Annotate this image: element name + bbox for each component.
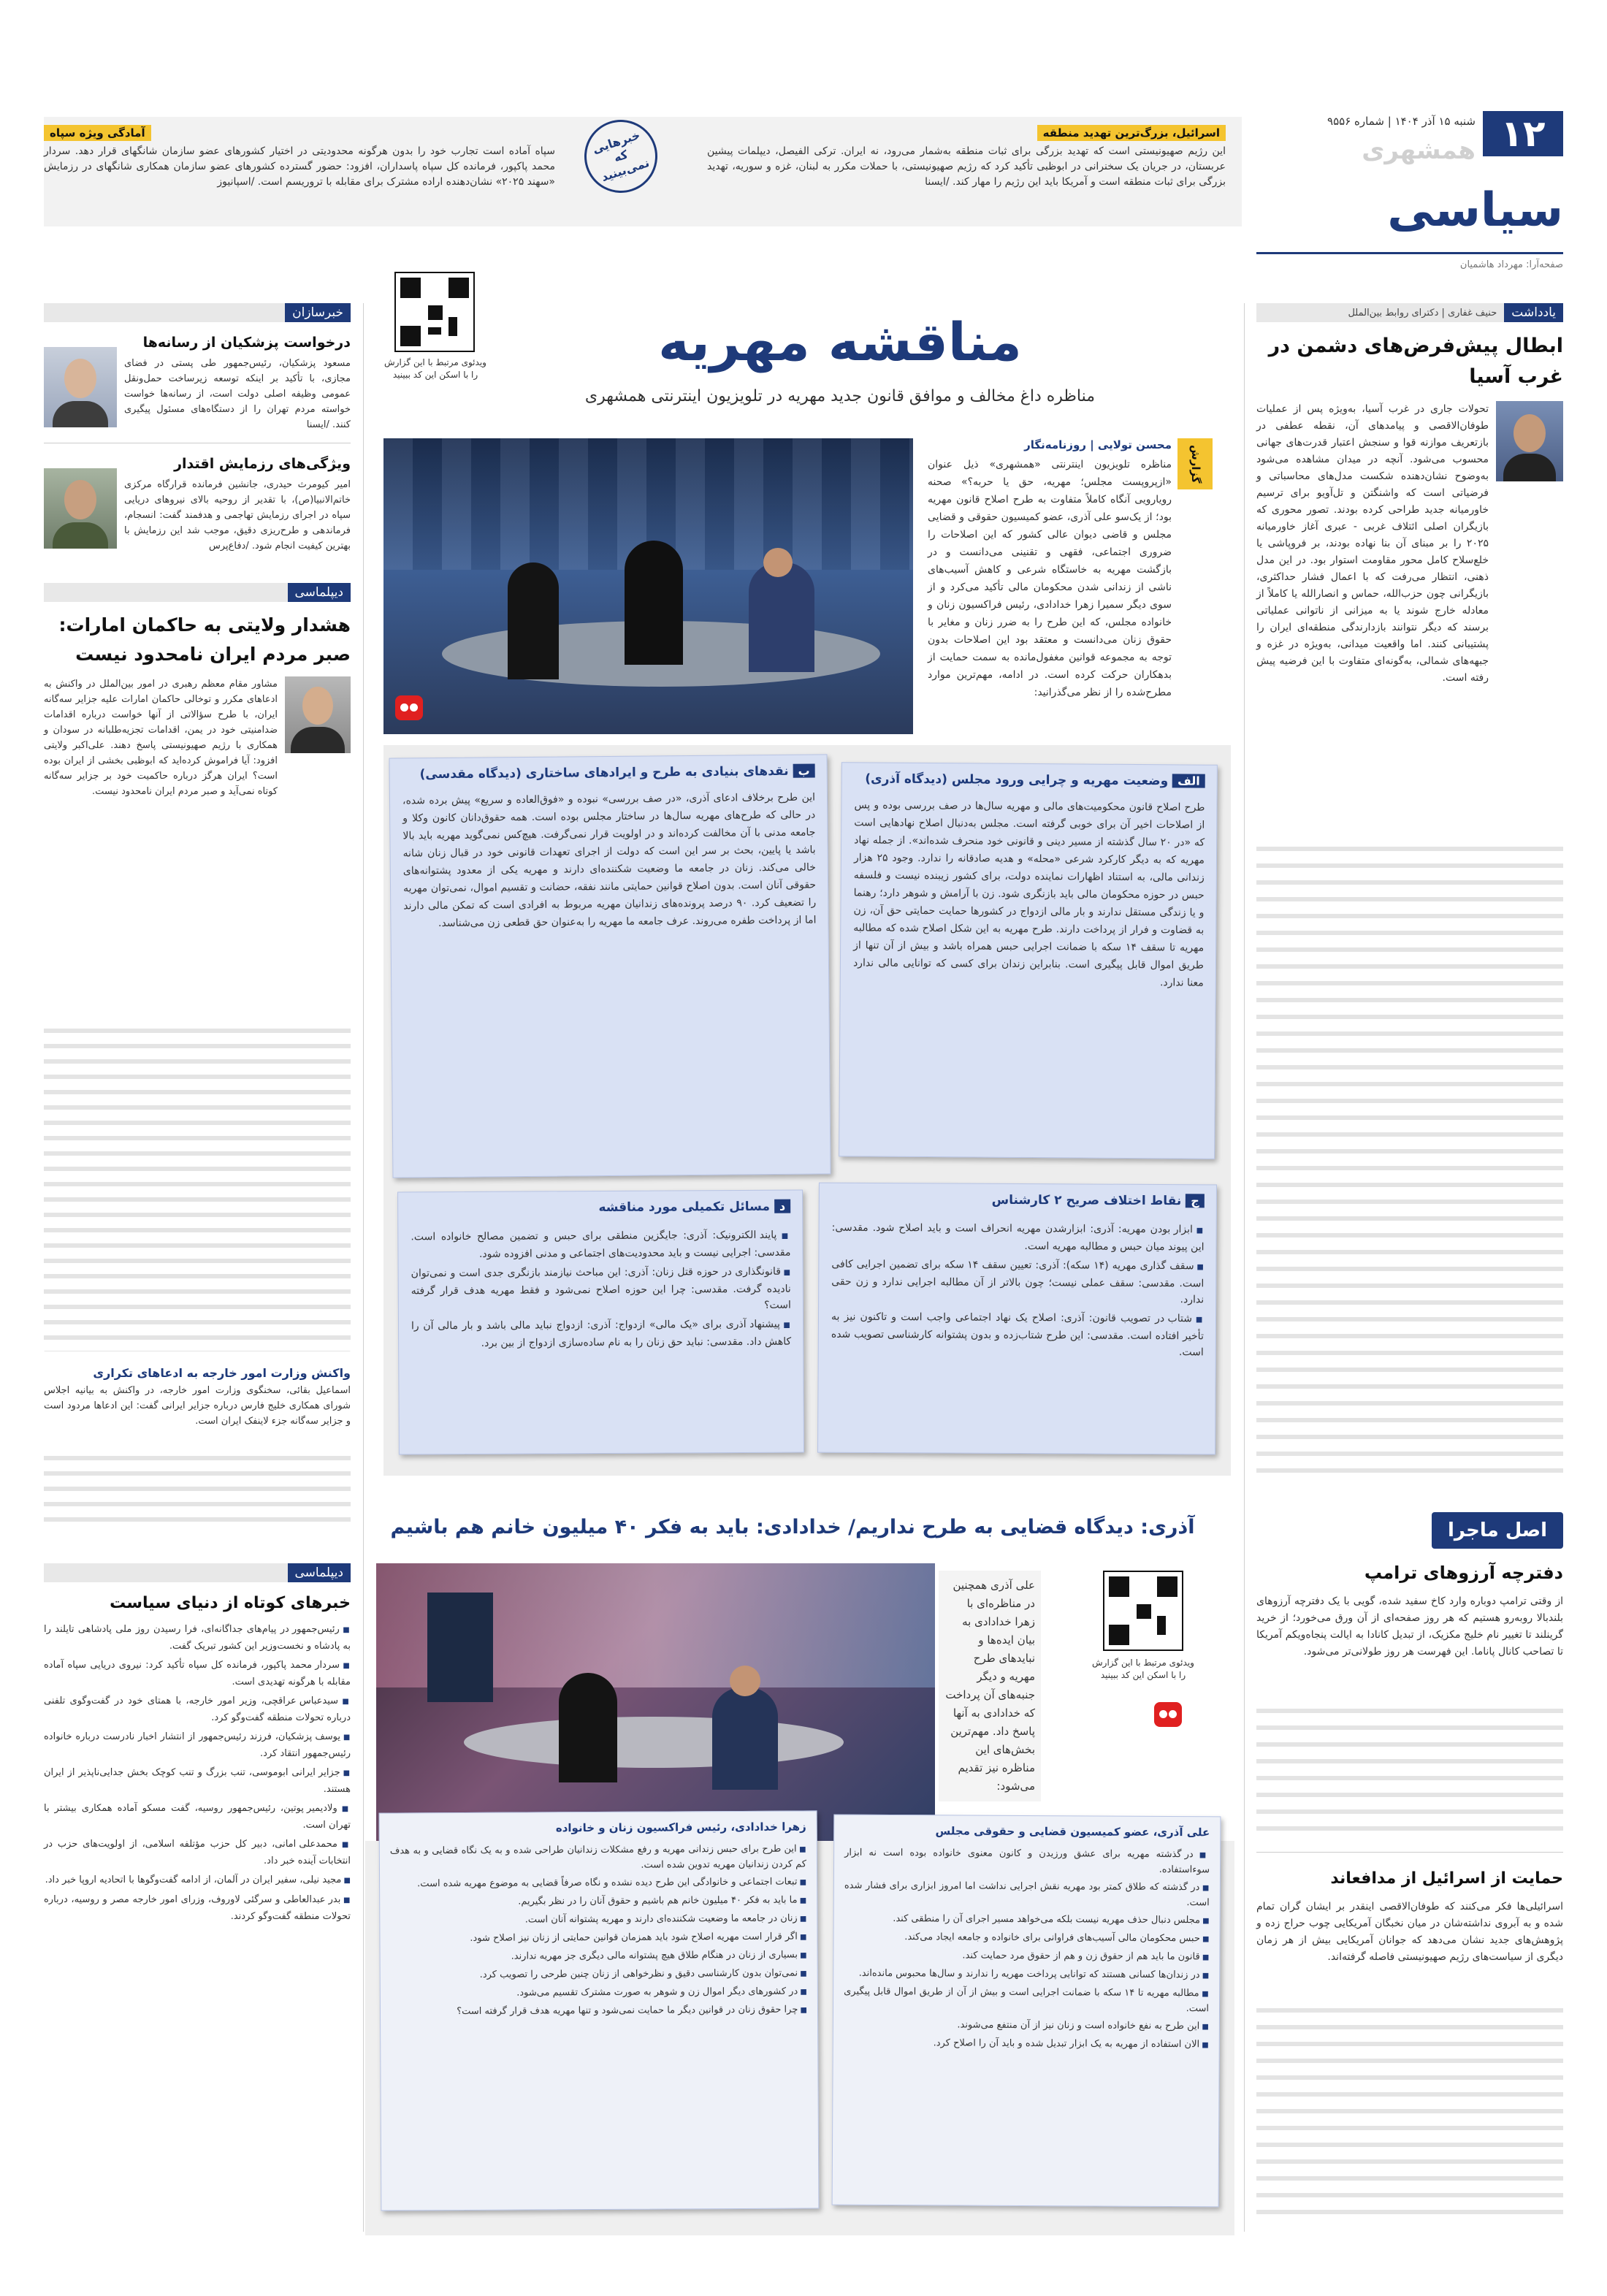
foreign-ministry-title: واکنش وزارت امور خارجه به ادعاهای تکراری (93, 1366, 351, 1380)
israel-defense-text: اسرائیلی‌ها فکر می‌کنند که طوفان‌الاقصی اینقدر بر ایشان گران تمام شده و به آبروی نداشته‌شان در میان نخبگان آمریکایی چوب حراج زده و پژوهش‌های جدید نشان می‌دهد که جوانان آمریکایی بیش از هر زمان دیگری از سیاست‌های رژیم صهیونیستی فاصله گرفته‌اند. (1256, 1901, 1563, 1963)
qr-code-2[interactable] (1103, 1571, 1183, 1651)
foreign-ministry-item (44, 1366, 351, 1429)
second-headline: آذری: دیدگاه قضایی به طرح نداریم/ خدادادی: باید به فکر ۴۰ میلیون خانم هم باشیم (390, 1516, 1195, 1538)
report-text: مناظره تلویزیون اینترنتی «همشهری» ذیل عنوان «ازپروپست مجلس؛ مهریه، حق یا حربه؟» صحنه رویارویی آنگاه کاملاً متفاوت به طرح اصلاح قانون مهریه بود؛ از یک‌سو علی آذری، عضو کمیسیون حقوقی و قضایی مجلس و قاضی دیوان عالی کشور که این اصلاحات را ضروری اجتماعی، فقهی و تقنینی می‌دانست و در بازگشت مهریه به خاستگاه شرعی و کاهش آسیب‌های ناشی از زندانی شدن محکومان مالی تأکید می‌کرد و از سوی دیگر سمیرا زهرا خدادادی، رئیس فراکسیون زنان و خانواده مجلس، که این طرح را به ضرر زنان و مغایر با حقوق زنان می‌دانست و معتقد بود این اصلاحات بدون توجه به مجموعه قوانین مغفول‌مانده به سمت حمایت از بدهکاران حرکت کرده است. در ادامه، مهم‌ترین موارد مطرح‌شده را از نظر می‌گذرانید: (928, 459, 1172, 698)
qr-code[interactable] (394, 272, 475, 352)
foreign-ministry-continuation (44, 1450, 351, 1530)
azari-item: ■ در زندان‌ها کسانی هستند که توانایی پرداخت مهریه را ندارند و سال‌ها محبوس مانده‌اند. (844, 1967, 1209, 1984)
note-label: یادداشت (1504, 303, 1563, 322)
azari-item: ■ در گذشته مهریه برای عشق ورزیدن و کانون معنوی خانواده بوده است نه ابزار سوءاستفاده. (844, 1846, 1210, 1878)
azari-item: ■ قانون ما باید هم از حقوق زن و هم از حقوق مرد حمایت کند. (844, 1948, 1209, 1966)
news-item-pezeshkian (44, 332, 351, 432)
note-c-item: ■ ابزار بودن مهریه: آذری: ابزارشدن مهریه انحراف است و باید اصلاح شود. مقدسی: این پیوند میان حبس و مطالبه مهریه است. (831, 1220, 1204, 1256)
note-column (1256, 303, 1563, 687)
tv-logo (395, 695, 423, 720)
studio-photo (383, 438, 913, 734)
note-d-item: ■ پیشنهاد آذری برای «یک مالی» ازدواج: آذری: ازدواج نباید مالی باشد و بار مالی آن را کاهش داد. مقدسی: نباید حق زنان را به نام ساده‌سازی ازدواج از بین برد. (411, 1316, 791, 1352)
azari-title: علی آذری، عضو کمیسیون قضایی و حقوقی مجلس (935, 1824, 1210, 1839)
note-a-text: طرح اصلاح قانون محکومیت‌های مالی و مهریه سال‌ها در صف بررسی بوده و پس از اصلاحات اخیر آن برای خوبی گرفته است. مجلس به‌دنبال اصلاح نهادهایی است که «در ۲۰ سال گذشته از مسیر دینی و قانونی خود منحرف شده‌اند». از جمله نهاد مهریه که به دیگر کارکرد شرعی «محله» و هدیه صادقانه را ندارد. وجود ۲۵ هزار زندانی مالی، به استناد اظهارات نماینده دولت، برای کشور زیبنده نیست و فلسفه حبس در حوزه محکومان مالی باید بازنگری شود. زن با آرامش و شوهر دارد؛ رهنما و یا زندگی مستقل ندارند و بار مالی ازدواج در کشورها حمایت حمایتی حق آن، زن به قضاوت و فرار از پرداخت دارند. طرح مهریه به این شکل اصلاح شده که مطالبه مهریه تا سقف ۱۴ سکه با ضمانت اجرایی حبس همراه باشد و بیش از آن تنها از طریق اموال قابل پیگیری است. بنابراین زندان برای کسی که توانایی مالی ندارد معنا ندارد. (852, 799, 1205, 989)
news-item-title: درخواست پزشکیان از رسانه‌ها (142, 335, 351, 351)
israel-defense-piece (1256, 1866, 1563, 1966)
news-item-drill (44, 454, 351, 554)
trump-headline: دفترچه آرزوهای ترامپ (1364, 1563, 1563, 1583)
velayati-text: مشاور مقام معظم رهبری در امور بین‌الملل در واکنش به ادعاهای مکرر و توخالی حاکمان امارات علیه جزایر سه‌گانه ایران، با طرح سؤالاتی از آنها خواست درباره اقدامات ضدامنیتی خود در یمن، اقدامات تجزیه‌طلبانه در سودان و همکاری با رژیم صهیونیستی پاسخ دهند. علی‌اکبر ولایتی افزود: آیا فراموش کرده‌اید که ابوظبی بخشی از ایران بوده است؟ ایران هرگز درباره حاکمیت خود بر جزایر سه‌گانه کوتاه نمی‌آید و صبر مردم ایران نامحدود نیست. (44, 679, 278, 797)
khodadadi-list (390, 1842, 807, 2024)
short-news-item: ■ بدر عبدالعاطی و سرگئی لاوروف، وزرای امور خارجه مصر و روسیه، درباره تحولات منطقه گفت‌وگو کردند. (44, 1892, 351, 1925)
note-b (389, 754, 831, 1178)
author-photo (1496, 401, 1563, 481)
note-author: حنیف غفاری | دکترای روابط بین‌الملل (1348, 307, 1497, 319)
left-label-2: دیپلماسی (288, 583, 351, 602)
khodadadi-title: زهرا خدادادی، رئیس فراکسیون زنان و خانواده (555, 1820, 806, 1835)
khodadadi-item: ■ این طرح برای حبس زندانی مهریه و رفع مشکلات زندانیان طراحی شده و به یک نگاه قضایی و به هدف کم کردن زندانیان مهریه تدوین شده است. (390, 1842, 806, 1874)
note-c-item: ■ شتاب در تصویب قانون: آذری: اصلاح یک نهاد اجتماعی واجب است و تاکنون نیز به تأخیر افتاده است. مقدسی: این طرح شتاب‌زده و بدون پشتوانه کارشناسی تصویب شده است. (831, 1309, 1204, 1361)
note-text-continuation (1256, 840, 1563, 1483)
khodadadi-item: ■ ما باید به فکر ۴۰ میلیون خانم هم باشیم و حقوق آنان را در نظر بگیریم. (390, 1893, 806, 1911)
foreign-ministry-text: اسماعیل بقائی، سخنگوی وزارت امور خارجه، در واکنش به بیانیه اجلاس شورای همکاری خلیج فارس درباره جزایر ایرانی گفت: این ادعاها مردود است و جزایر سه‌گانه جزء لاینفک ایران است. (44, 1385, 351, 1427)
short-news-item: ■ یوسف پزشکیان، فرزند رئیس‌جمهور از انتشار اخبار نادرست درباره خانواده رئیس‌جمهور انتقاد کرد. (44, 1729, 351, 1762)
azari-item: ■ این طرح به نفع خانواده است و زنان نیز از آن منتفع می‌شوند. (844, 2018, 1209, 2035)
azari-item: ■ الان استفاده از مهریه به یک ابزار تبدیل شده و باید آن را اصلاح کرد. (844, 2036, 1209, 2053)
trump-rule (1256, 1852, 1563, 1853)
left-label-1: خبرسازان (285, 303, 351, 322)
short-news-item: ■ محمدعلی امانی، دبیر کل حزب مؤتلفه اسلامی، از اولویت‌های حزب در انتخابات آینده خبر داد. (44, 1837, 351, 1869)
main-subheadline: مناظره داغ مخالف و موافق قانون جدید مهریه در تلویزیون اینترنتی همشهری (584, 387, 1096, 405)
tv-logo-2 (1154, 1702, 1182, 1727)
israel-defense-headline: حمایت از اسرائیل از مدافعاند (1330, 1869, 1563, 1888)
note-c-list (831, 1220, 1205, 1364)
short-news-item: ■ ولادیمیر پوتین، رئیس‌جمهور روسیه، گفت مسکو آماده همکاری بیشتر با تهران است. (44, 1801, 351, 1834)
report-label: گزارش (1177, 438, 1213, 489)
azari-list (844, 1846, 1210, 2056)
sepah-brief (44, 126, 555, 190)
note-d-list (411, 1227, 791, 1355)
khodadadi-item: ■ بسیاری از زنان در هنگام طلاق هیچ پشتوانه مالی دیگری جز مهریه ندارند. (391, 1948, 807, 1966)
paper-name: همشهری (1362, 136, 1476, 165)
note-c (817, 1183, 1217, 1455)
azari-item: ■ در گذشته که طلاق کمتر بود مهریه نقش اجرایی نداشت اما امروز ابزاری برای فشار شده است. (844, 1879, 1210, 1911)
sepah-text: سپاه آماده است تجارب خود را بدون هرگونه محدودیتی در اختیار کشورهای عضو سازمان شانگهای قرار دهد. سردار محمد پاکپور، فرمانده کل سپاه پاسداران، افزود: حضور گسترده کشورهای عضو سازمان همکاری شانگهای در رزمایش «سهند ۲۰۲۵» نشان‌دهنده اراده مشترک برای مقابله با تروریسم است. /اسپانیوز (44, 145, 555, 188)
israel-brief (707, 126, 1226, 190)
column-rule-left (363, 303, 364, 2232)
khodadadi-item: ■ زنان در جامعه ما وضعیت شکننده‌ای دارند و مهریه پشتوانه آنان است. (390, 1912, 806, 1929)
news-item-text: امیر کیومرث حیدری، جانشین فرمانده قرارگاه مرکزی خاتم‌الانبیا(ص)، با تقدیر از روحیه بالای نیروهای دریایی سپاه در اجرای رزمایش تهاجمی و هدفمند گفت: انسجام، فرماندهی و طرح‌ریزی دقیق، موجب شد این رزمایش با بهترین کیفیت انجام شود. /دفاع‌پرس (124, 479, 351, 552)
short-news-title: خبرهای کوتاه از دنیای سیاست (110, 1594, 351, 1612)
khodadadi-item: ■ نمی‌توان بدون کارشناسی دقیق و نظرخواهی از زنان چنین طرحی را تصویب کرد. (391, 1967, 807, 1984)
news-item-text: مسعود پزشکیان، رئیس‌جمهور طی پستی در فضای مجازی، با تأکید بر اینکه توسعه زیرساخت حمل‌ونقل عمومی وظیفه اصلی دولت است، از رسانه‌ها خواست خواسته مردم تهران را از دستگاه‌های مسئول پیگیری کنند. /ایسنا (124, 358, 351, 430)
short-news-list (44, 1622, 351, 1925)
qr2-caption: ویدئوی مرتبط با این گزارش را با اسکن این کد ببینید (1092, 1658, 1194, 1680)
issue-date: شنبه ۱۵ آذر ۱۴۰۴ | شماره ۹۵۵۶ (1327, 115, 1476, 128)
khodadadi-column (379, 1810, 820, 2211)
left-label-3: دیپلماسی (288, 1563, 351, 1582)
editor-credit: صفحه‌آرا: مهرداد هاشمیان (1459, 259, 1563, 270)
asl-majara-logo: اصل ماجرا (1432, 1512, 1563, 1549)
column-rule-right (1244, 303, 1245, 2232)
note-d-item: ■ قانونگذاری در حوزه قتل زنان: آذری: این مباحث نیازمند بازنگری جدی است و نمی‌توان نادیده گرفت. مقدسی: چرا این حوزه اصلاح نمی‌شود و فقط مهریه هدف قرار گرفته است؟ (411, 1264, 791, 1316)
note-a (839, 762, 1218, 1159)
israel-text: این رژیم صهیونیستی است که تهدید بزرگی برای ثبات منطقه به‌شمار می‌رود، نه ایران. ترکی الفیصل، دیپلمات پیشین عربستان، در جریان یک سخنرانی در ابوظبی تأکید کرد که رژیم صهیونیستی، با حملات مکرر به لبنان، غزه و سوریه، تهدید بزرگی برای ثبات منطقه است و آمریکا باید این رژیم را مهار کند. /ایسنا (707, 145, 1226, 188)
note-b-text: این طرح برخلاف ادعای آذری، «در صف بررسی» نبوده و «فوق‌العاده و سریع» پیش برده شده، در حالی که طرح‌های مهریه سال‌ها در ساختار مجلس بوده است. همه حقوق‌دانان کانون وکلا و جامعه مدنی با آن مخالفت کرده‌اند و در اولویت قرار نمی‌گرفت. هیچ‌کس نمی‌گوید مهریه باید بالا باشد یا پایین، بحث بر سر این است که دولت از اجرای تعهدات قانونی خود در قبال زنان شانه خالی می‌کند. زنان در جامعه ما وضعیت شکننده‌ای دارند و مهریه یکی از معدود پشتوانه‌های حقوقی آنان است. بدون اصلاح قوانین حمایتی مانند نفقه، حضانت و تقسیم اموال، نمی‌توان مهریه را تضعیف کرد. ۹۰ درصد پرونده‌های زندانیان مهریه مربوط به افرادی است که تمکن مالی دارند اما از پرداخت طفره می‌روند. عرف جامعه ما مهریه را به‌عنوان حق قطعی زن می‌شناسد. (402, 791, 817, 930)
trump-piece (1256, 1560, 1563, 1660)
qr-caption: ویدئوی مرتبط با این گزارش را با اسکن این کد ببینید (384, 357, 486, 380)
short-news-item: ■ سیدعباس عراقچی، وزیر امور خارجه، با همتای خود در گفت‌وگوی تلفنی درباره تحولات منطقه گفت‌وگو کرد. (44, 1693, 351, 1726)
note-d-title: دمسائل تکمیلی مورد مناقشه (598, 1200, 790, 1215)
note-d (397, 1190, 804, 1455)
azari-item: ■ مجلس دنبال حذف مهریه نیست بلکه می‌خواهد مسیر اجرای آن را منطقی کند. (844, 1912, 1210, 1929)
khodadadi-item: ■ اگر قرار است مهریه اصلاح شود باید همزمان قوانین حمایتی از زنان نیز اصلاح شود. (390, 1930, 806, 1948)
velayati-headline: هشدار ولایتی به حاکمان امارات: صبر مردم ایران نامحدود نیست (58, 614, 351, 665)
note-headline: ابطال پیش‌فرض‌های دشمن در غرب آسیا (1268, 335, 1563, 388)
trump-text-continuation (1256, 1702, 1563, 1841)
person-photo-2 (44, 468, 117, 549)
left-column (44, 303, 351, 799)
short-news-item: ■ مجید نیلی، سفیر ایران در آلمان، از ادامه گفت‌وگوها با اتحادیه اروپا خبر داد. (44, 1872, 351, 1889)
section-title: سیاسی (1387, 183, 1563, 237)
short-news (44, 1563, 351, 1928)
trump-text: از وقتی ترامپ دوباره وارد کاخ سفید شده، گویی با یک دفترچه آرزوهای بلندبالا روبه‌رو هستیم که هر روز صفحه‌ای از آن ورق می‌خورد؛ از خرید گرینلند تا تغییر نام خلیج مکزیک، از تبدیل کانادا به ایالت پنجاه‌ویکم آمریکا تا تصاحب کانال پاناما. این فهرست هر روز طولانی‌تر می‌شود. (1256, 1595, 1563, 1658)
khodadadi-item: ■ تبعات اجتماعی و خانوادگی این طرح دیده نشده و نگاه صرفاً قضایی به موضوع مهریه شده است. (390, 1875, 806, 1893)
note-a-title: الفوضعیت مهریه و چرایی ورود مجلس (دیدگاه آذری) (865, 771, 1205, 788)
page-number-box: ۱۲ (1483, 111, 1563, 156)
note-c-item: ■ سقف گذاری مهریه (۱۴ سکه): آذری: تعیین سقف ۱۴ سکه برای تضمین اجرایی کافی است. مقدسی: سقف عملی نیست؛ چون بالاتر از آن مطالبه اجرایی ندارد و زن حقی ندارد. (831, 1256, 1204, 1308)
photo2-caption: علی آذری همچنین در مناظره‌ای با زهرا خدادادی به بیان ایده‌ها و نبایدهای طرح مهریه و دیگر جنبه‌های آن پرداخت که خدادادی به آنها پاسخ داد. مهم‌ترین بخش‌های این مناظره نیز تقدیم می‌شود: (939, 1571, 1041, 1801)
person-photo-3 (285, 676, 351, 753)
section-rule (1256, 252, 1563, 254)
khodadadi-item: ■ چرا حقوق زنان در قوانین دیگر ما حمایت نمی‌شود و تنها مهریه هدف قرار گرفته است؟ (391, 2003, 807, 2021)
note-c-title: جنقاط اختلاف صریح ۲ کارشناس (992, 1193, 1205, 1209)
note-d-item: ■ پایند الکترونیک: آذری: جایگزین منطقی برای حبس و تضمین مصالح خانواده است. مقدسی: اجرایی نیست و باید محدودیت‌های اجتماعی و مدنی افزوده شود. (411, 1227, 790, 1263)
azari-item: ■ حبس محکومان مالی آسیب‌های فراوانی برای خانواده و جامعه ایجاد می‌کند. (844, 1930, 1209, 1948)
note-text: تحولات جاری در غرب آسیا، به‌ویژه پس از عملیات طوفان‌الاقصی و پیامدهای آن، نقطه عطفی در بازتعریف موازنه قوا و سنجش اعتبار قدرت‌های جهانی محسوب می‌شود. آنچه در میدان مشاهده می‌شود به‌وضوح نشان‌دهنده شکست مدل‌های محاسباتی و فرضیاتی است که واشنگتن و تل‌آویو برای ترسیم خاورمیانه جدید طراحی کرده بودند. تصور محوری که بازیگران اصلی ائتلاف غربی - عبری آغاز خاورمیانه ۲۰۲۵ را بر مبنای آن بنا نهاده بودند، بر فروپاشی یا خلع‌سلاح کامل محور مقاومت استوار بود. در این مدل ذهنی، انتظار می‌رفت که با اعمال فشار حداکثری، بازیگرانی چون حزب‌الله، حماس و انصارالله یا کاملاً از معادله خارج شوند یا به میزانی از ناتوانی عملیاتی برسند که دیگر نتوانند بازدارندگی منطقه‌ای ایران را پشتیبانی کنند. اما واقعیت میدانی، به‌ویژه در غزه و جبهه‌های شمالی، به‌گونه‌ای متفاوت با این فرضیه پیش رفته است. (1256, 403, 1489, 684)
short-news-item: ■ رئیس‌جمهور در پیام‌های جداگانه‌ای، فرا رسیدن روز ملی پادشاهی تایلند را به پادشاه و نخست‌وزیر این کشور تبریک گفت. (44, 1622, 351, 1655)
short-news-item: ■ سردار محمد پاکپور، فرمانده کل سپاه تأکید کرد: نیروی دریایی سپاه آماده مقابله با هرگونه تهدیدی است. (44, 1658, 351, 1690)
azari-column (832, 1815, 1221, 2208)
main-headline: مناقشه مهریه (658, 311, 1022, 373)
azari-item: ■ مطالبه مهریه تا ۱۴ سکه با ضمانت اجرایی است و بیش از آن از طریق اموال قابل پیگیری است. (844, 1985, 1209, 2017)
report-block (928, 438, 1213, 701)
khodadadi-item: ■ در کشورهای دیگر اموال زن و شوهر به صورت مشترک تقسیم می‌شود. (391, 1985, 807, 2002)
debate-photo (376, 1563, 935, 1841)
velayati-text-continuation (44, 1023, 351, 1351)
note-b-title: بنقدهای بنیادی به طرح و ایرادهای ساختاری (دیدگاه مقدسی) (420, 764, 815, 782)
israel-defense-continuation (1256, 2002, 1563, 2221)
stamp-text: خبرهایی که نمی‌بینید (590, 128, 652, 185)
news-item-title: ویژگی‌های رزمایش اقتدار (174, 456, 351, 472)
israel-kicker: اسرائیل، بزرگ‌ترین تهدید منطقه (1037, 125, 1226, 141)
short-news-item: ■ جزایر ایرانی ابوموسی، تنب بزرگ و تنب کوچک بخش جدایی‌ناپذیر از ایران هستند. (44, 1765, 351, 1798)
person-photo-1 (44, 347, 117, 427)
sepah-kicker: آمادگی ویژه سپاه (44, 125, 151, 141)
report-author: محسن تولایی | روزنامه‌نگار (1024, 438, 1172, 451)
